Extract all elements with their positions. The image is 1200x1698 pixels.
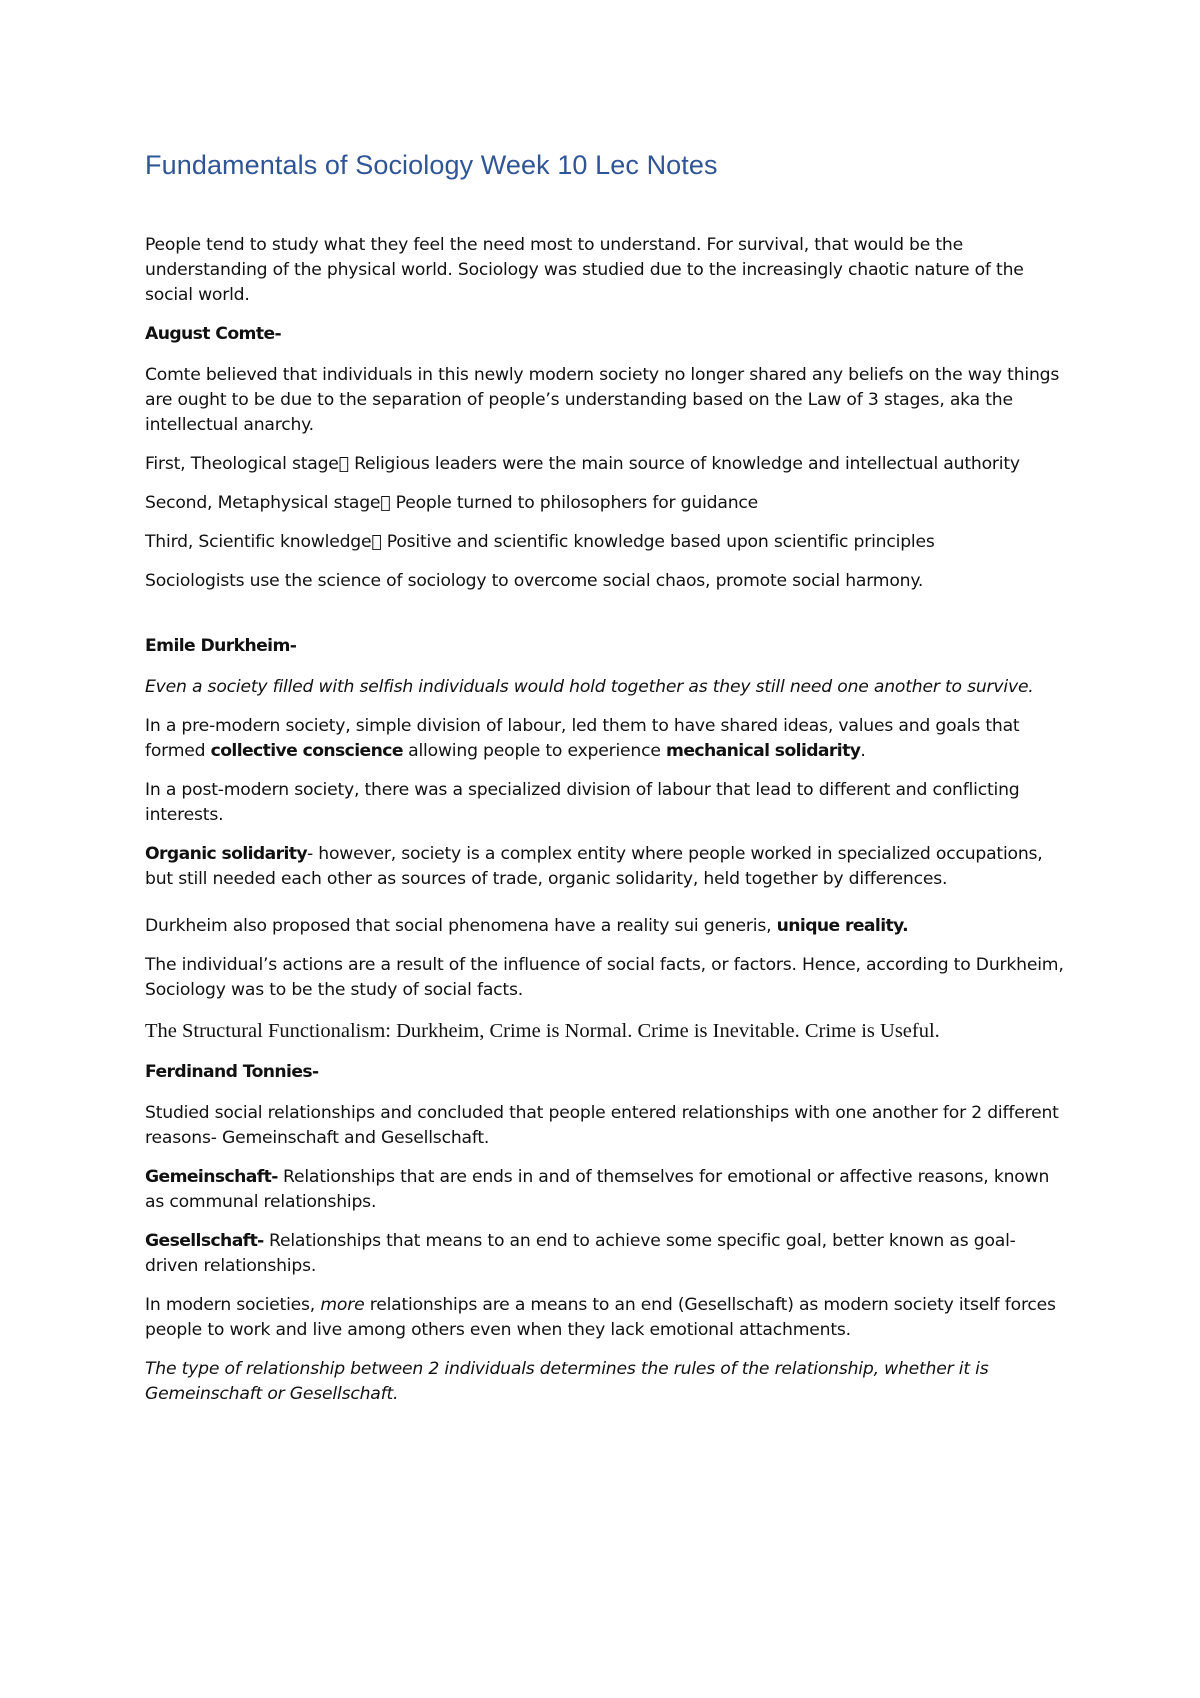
modern-text-a: In modern societies, (145, 1295, 321, 1315)
gemeinschaft-text: Relationships that are ends in and of themselves for emotional or affective reasons, known as communal relationships. (145, 1167, 1050, 1212)
social-facts-paragraph: The individual’s actions are a result of the influence of social facts, or factors. Hence, according to Durkheim, Sociology was to be the study of social facts. (145, 955, 1064, 1000)
stage-three: Third, Scientific knowledge Positive and scientific knowledge based upon scientific principles (145, 532, 925, 552)
structural-functionalism-line: The Structural Functionalism: Durkheim, Crime is Normal. Crime is Inevitable. Crime is Useful. (145, 1020, 940, 1042)
intro-paragraph: People tend to study what they feel the need most to understand. For survival, that would be the understanding of the physical world. Sociology was studied due to the increasingly chaotic nature of the social world. (145, 235, 1024, 305)
modern-text-b: relationships are a means to an end (Gesellschaft) as modern society itself forces people to work and live among others even when they lack emotional attachments. (145, 1295, 1056, 1340)
sui-generis-paragraph (145, 914, 1065, 939)
tonnies-heading: Ferdinand Tonnies- (145, 1062, 319, 1082)
organic-solidarity-text: - however, society is a complex entity where people worked in specialized occupations, but still needed each other as sources of trade, organic solidarity, held together by differences. (145, 844, 1043, 889)
gemeinschaft-paragraph (145, 1165, 1065, 1215)
gesellschaft-paragraph (145, 1229, 1065, 1279)
durkheim-italic-quote: Even a society filled with selfish individuals would hold together as they still need one another to survive. (145, 677, 1034, 697)
pre-modern-text-d: . (860, 741, 866, 761)
comte-conclusion: Sociologists use the science of sociology to overcome social chaos, promote social harmony. (145, 571, 924, 591)
pre-modern-text-a: In a pre-modern society, simple division of labour, led them to have shared ideas, values and goals that formed (145, 716, 1020, 761)
comte-paragraph: Comte believed that individuals in this newly modern society no longer shared any beliefs on the way things are ought to be due to the separation of people’s understanding based on the Law of 3 stages, aka the intellectual anarchy. (145, 365, 1060, 435)
sui-generis-text: Durkheim also proposed that social phenomena have a reality sui generis, (145, 916, 777, 936)
pre-modern-text-c: allowing people to experience (402, 741, 667, 761)
stage-one: First, Theological stage Religious leaders were the main source of knowledge and intellectual authority (145, 454, 1010, 474)
comte-heading: August Comte- (145, 324, 282, 344)
organic-solidarity-term: Organic solidarity (145, 844, 307, 864)
tonnies-paragraph: Studied social relationships and concluded that people entered relationships with one another for 2 different reasons- Gemeinschaft and Gesellschaft. (145, 1103, 1059, 1148)
stage-two: Second, Metaphysical stage People turned to philosophers for guidance (145, 493, 748, 513)
document-title: Fundamentals of Sociology Week 10 Lec Notes (145, 150, 718, 180)
modern-more-word: more (320, 1295, 365, 1315)
document-page (145, 150, 1065, 1421)
gesellschaft-term: Gesellschaft- (145, 1231, 264, 1251)
mechanical-solidarity-term: mechanical solidarity (666, 741, 861, 761)
post-modern-paragraph: In a post-modern society, there was a specialized division of labour that lead to different and conflicting interests. (145, 780, 1020, 825)
modern-societies-paragraph (145, 1293, 1065, 1343)
collective-conscience-term: collective conscience (210, 741, 403, 761)
pre-modern-paragraph (145, 714, 1065, 764)
durkheim-heading: Emile Durkheim- (145, 636, 297, 656)
unique-reality-term: unique reality. (776, 916, 909, 936)
gesellschaft-text: Relationships that means to an end to achieve some specific goal, better known as goal-driven relationships. (145, 1231, 1016, 1276)
organic-solidarity-paragraph (145, 842, 1065, 892)
closing-italic-paragraph: The type of relationship between 2 individuals determines the rules of the relationship, whether it is Gemeinschaft or Gesellschaft. (145, 1359, 989, 1404)
gemeinschaft-term: Gemeinschaft- (145, 1167, 278, 1187)
